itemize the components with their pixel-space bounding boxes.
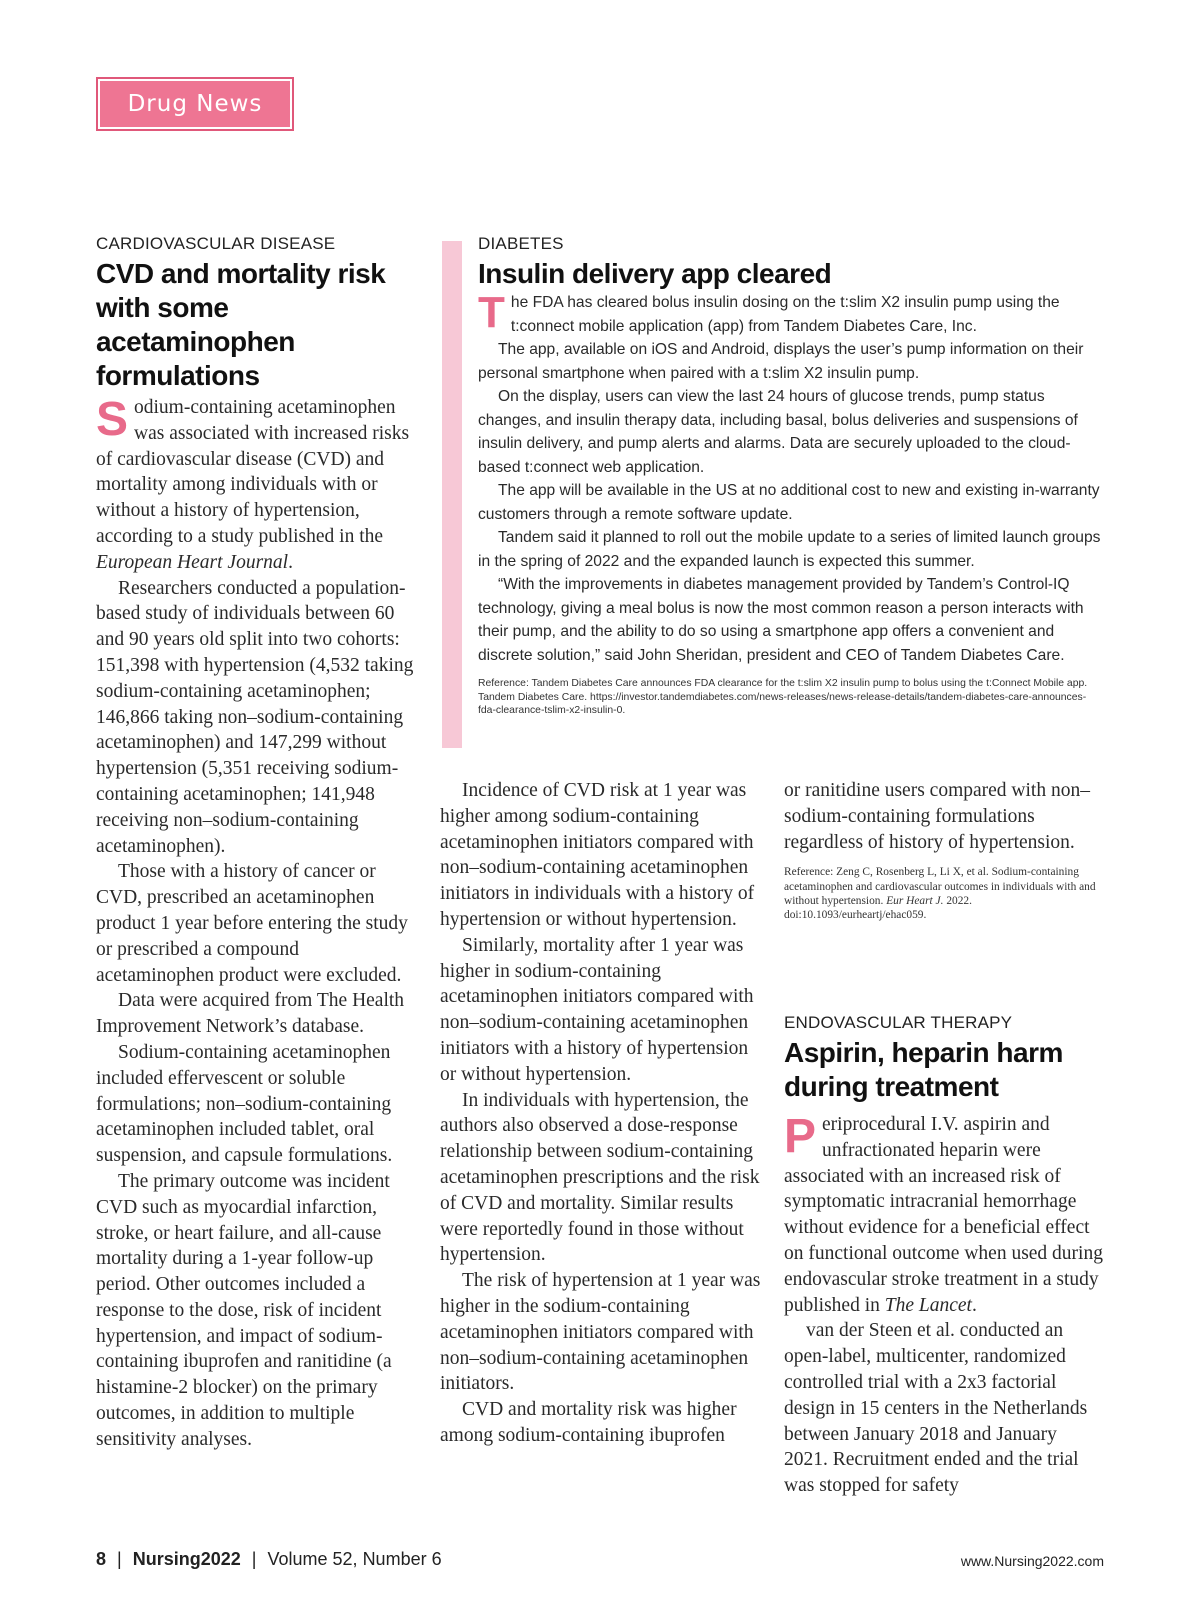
- article-diabetes-kicker: DIABETES: [478, 234, 564, 253]
- article-cvd-body-1: [96, 395, 416, 1453]
- footer-separator: |: [251, 1549, 257, 1569]
- dropcap: T: [478, 288, 505, 337]
- article-diabetes-body: [478, 288, 1104, 667]
- article-cvd-paragraph: Sodium-containing acetaminophen was associated with increased risks of cardiovascular disease (CVD) and mortality among individuals with or without a history of hypertension, according to a study published in the European Heart Journal.: [96, 393, 410, 573]
- page-footer: [96, 1549, 442, 1570]
- article-endovascular: [784, 1013, 1104, 1499]
- sidebar-accent-bar: [442, 241, 462, 748]
- article-diabetes-paragraph: The app, available on iOS and Android, displays the user’s pump information on their personal smartphone when paired with a t:slim X2 insulin pump.: [478, 341, 1084, 382]
- article-cvd-paragraph: Sodium-containing acetaminophen included effervescent or soluble formulations; non–sodium-containing acetaminophen included tablet, oral suspension, and capsule formulations.: [96, 1041, 393, 1167]
- article-diabetes-paragraph: The FDA has cleared bolus insulin dosing on the t:slim X2 insulin pump using the t:connect mobile application (app) from Tandem Diabetes Care, Inc.: [478, 288, 1060, 337]
- article-cvd-paragraph: Those with a history of cancer or CVD, prescribed an acetaminophen product 1 year before entering the study or prescribed a compound acetaminophen product were excluded.: [96, 861, 408, 986]
- dropcap: S: [96, 393, 129, 446]
- article-diabetes-paragraph: “With the improvements in diabetes management provided by Tandem’s Control-IQ technology, giving a meal bolus is now the most common reason a person interacts with their pump, and the ability to do so using a smartphone app offers a convenient and discrete solution,” said John Sheridan, president and CEO of Tandem Diabetes Care.: [478, 576, 1084, 664]
- section-badge: [96, 77, 294, 131]
- article-cvd-paragraph: or ranitidine users compared with non–sodium-containing formulations regardless of history of hypertension.: [784, 780, 1090, 853]
- article-cvd-paragraph: In individuals with hypertension, the authors also observed a dose-response relationship between sodium-containing acetaminophen prescriptions and the risk of CVD and mortality. Similar results were reportedly found in those without hypertension.: [440, 1089, 760, 1266]
- article-diabetes-paragraph: On the display, users can view the last 24 hours of glucose trends, pump status changes, and insulin therapy data, including basal, bolus deliveries and suspensions of insulin delivery, and pump alerts and alarms. Data are securely uploaded to the cloud-based t:connect web application.: [478, 388, 1078, 476]
- section-badge-label: Drug News: [100, 81, 290, 127]
- article-cvd-column-3: [784, 778, 1104, 923]
- article-cvd-reference: Reference: Zeng C, Rosenberg L, Li X, et al. Sodium-containing acetaminophen and cardiovascular outcomes in individuals with and without hypertension. Eur Heart J. 2022. doi:10.1093/eurheartj/ehac059.: [784, 866, 1096, 922]
- article-cvd-kicker: CARDIOVASCULAR DISEASE: [96, 234, 336, 253]
- footer-url[interactable]: www.Nursing2022.com: [960, 1553, 1104, 1569]
- footer-separator: |: [117, 1549, 122, 1569]
- article-cvd-paragraph: Similarly, mortality after 1 year was higher in sodium-containing acetaminophen initiators compared with non–sodium-containing acetaminophen initiators with a history of hypertension or without hypertension.: [440, 934, 754, 1085]
- issue-info: Volume 52, Number 6: [267, 1549, 442, 1569]
- article-cvd-paragraph: CVD and mortality risk was higher among sodium-containing ibuprofen: [440, 1399, 737, 1446]
- journal-name: The Lancet: [884, 1294, 972, 1316]
- article-diabetes-reference: Reference: Tandem Diabetes Care announces FDA clearance for the t:slim X2 insulin pump to bolus using the t:Connect Mobile app. Tandem Diabetes Care. https://investor.tandemdiabetes.com/news-releases/news-release-details/tandem-diabetes-care-announces-fda-clearance-tslim-x2-insulin-0.: [478, 678, 1088, 716]
- article-endovascular-paragraph: Periprocedural I.V. aspirin and unfractionated heparin were associated with an increased risk of symptomatic intracranial hemorrhage without evidence for a beneficial effect on functional outcome when used during endovascular stroke treatment in a study published in The Lancet.: [784, 1110, 1103, 1316]
- journal-name: European Heart Journal: [96, 551, 289, 573]
- article-cvd-paragraph: Researchers conducted a population-based study of individuals between 60 and 90 years old split into two cohorts: 151,398 with hypertension (4,532 taking sodium-containing acetaminophen; 146,866 taking non–sodium-containing acetaminophen) and 147,299 without hypertension (5,351 receiving sodium-containing acetaminophen; 141,948 receiving non–sodium-containing acetaminophen).: [96, 577, 414, 857]
- article-diabetes: [478, 234, 1104, 718]
- article-diabetes-title: Insulin delivery app cleared: [478, 258, 832, 289]
- article-diabetes-paragraph: Tandem said it planned to roll out the mobile update to a series of limited launch groups in the spring of 2022 and the expanded launch is expected this summer.: [478, 529, 1101, 570]
- article-cvd-paragraph: Incidence of CVD risk at 1 year was higher among sodium-containing acetaminophen initiators compared with non–sodium-containing acetaminophen initiators in individuals with a history of hypertension or without hypertension.: [440, 780, 755, 930]
- article-endovascular-kicker: ENDOVASCULAR THERAPY: [784, 1013, 1013, 1032]
- article-cvd-paragraph: The risk of hypertension at 1 year was higher in the sodium-containing acetaminophen initiators compared with non–sodium-containing acetaminophen initiators.: [440, 1270, 761, 1395]
- article-cvd-column-2: [440, 778, 762, 1449]
- article-cvd-paragraph: The primary outcome was incident CVD such as myocardial infarction, stroke, or heart failure, and all-cause mortality during a 1-year follow-up period. Other outcomes included a response to the dose, risk of incident hypertension, and impact of sodium-containing ibuprofen and ranitidine (a histamine-2 blocker) on the primary outcomes, in addition to multiple sensitivity analyses.: [96, 1170, 392, 1450]
- article-diabetes-paragraph: The app will be available in the US at no additional cost to new and existing in-warranty customers through a remote software update.: [478, 482, 1100, 523]
- magazine-name: Nursing2022: [132, 1549, 241, 1569]
- article-cvd-column-1: [96, 234, 416, 1453]
- article-cvd-title: CVD and mortality risk with some acetaminophen formulations: [96, 258, 386, 391]
- article-endovascular-body: [784, 1112, 1104, 1499]
- page-number: 8: [96, 1549, 107, 1569]
- article-endovascular-paragraph: van der Steen et al. conducted an open-label, multicenter, randomized controlled trial with a 2x3 factorial design in 15 centers in the Netherlands between January 2018 and January 2021. Recruitment ended and the trial was stopped for safety: [784, 1320, 1088, 1497]
- dropcap: P: [784, 1110, 817, 1163]
- article-endovascular-title: Aspirin, heparin harm during treatment: [784, 1037, 1063, 1102]
- article-cvd-paragraph: Data were acquired from The Health Improvement Network’s database.: [96, 990, 405, 1038]
